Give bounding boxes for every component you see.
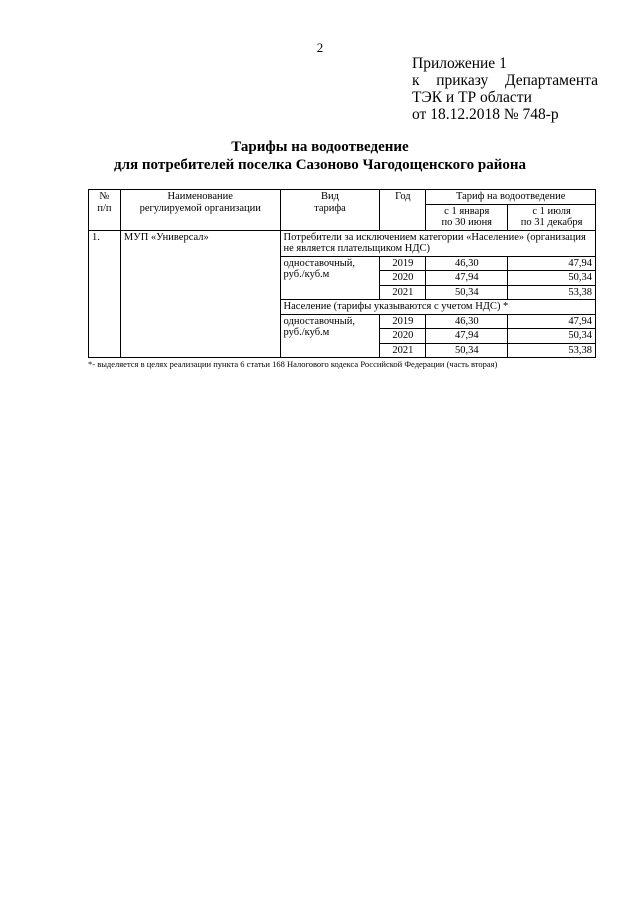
tariff-h2-cell: 47,94 xyxy=(508,256,596,271)
tariff-h2-cell: 50,34 xyxy=(508,271,596,286)
appendix-department: ТЭК и ТР области xyxy=(412,89,532,106)
tariff-h1-cell: 47,94 xyxy=(426,271,508,286)
tariff-type: одноставочный, руб./куб.м xyxy=(280,314,380,358)
appendix-title: Приложение 1 xyxy=(412,55,507,72)
tariff-type: одноставочный, руб./куб.м xyxy=(280,256,380,300)
document-title xyxy=(0,138,640,174)
organization-name: МУП «Универсал» xyxy=(120,230,280,358)
tariff-h1-cell: 47,94 xyxy=(426,329,508,344)
title-line-1: Тарифы на водоотведение xyxy=(231,139,409,155)
footnote: *- выделяется в целях реализации пункта 6 статьи 168 Налогового кодекса Российской Федерации (часть вторая) xyxy=(88,359,498,369)
year-cell: 2020 xyxy=(380,329,426,344)
page-number: 2 xyxy=(316,40,324,55)
appendix-block xyxy=(412,55,598,123)
header-year: Год xyxy=(380,190,426,231)
title-line-2: для потребителей поселка Сазоново Чагодощенского района xyxy=(114,157,526,173)
table-row xyxy=(89,230,596,256)
tariff-h2-cell: 47,94 xyxy=(508,314,596,329)
header-tariff-type: Вид тарифа xyxy=(280,190,380,231)
header-period-2: с 1 июля по 31 декабря xyxy=(508,204,596,230)
year-cell: 2021 xyxy=(380,285,426,300)
group-label: Население (тарифы указываются с учетом НДС) * xyxy=(280,300,595,315)
header-organization: Наименование регулируемой организации xyxy=(120,190,280,231)
tariff-h1-cell: 50,34 xyxy=(426,285,508,300)
tariff-h1-cell: 50,34 xyxy=(426,343,508,358)
group-label: Потребители за исключением категории «Население» (организация не является плательщиком НДС) xyxy=(280,230,595,256)
tariff-h1-cell: 46,30 xyxy=(426,256,508,271)
header-period-1: с 1 января по 30 июня xyxy=(426,204,508,230)
year-cell: 2020 xyxy=(380,271,426,286)
row-number: 1. xyxy=(89,230,121,358)
header-number: № п/п xyxy=(89,190,121,231)
year-cell: 2019 xyxy=(380,314,426,329)
appendix-word: Департамента xyxy=(504,72,598,89)
tariff-h2-cell: 50,34 xyxy=(508,329,596,344)
appendix-order-line xyxy=(412,72,598,89)
appendix-word: к xyxy=(412,72,420,89)
tariff-h1-cell: 46,30 xyxy=(426,314,508,329)
tariff-h2-cell: 53,38 xyxy=(508,285,596,300)
appendix-word: приказу xyxy=(436,72,489,89)
header-tariff: Тариф на водоотведение xyxy=(426,190,596,205)
appendix-date: от 18.12.2018 № 748-р xyxy=(412,106,559,123)
year-cell: 2019 xyxy=(380,256,426,271)
tariff-h2-cell: 53,38 xyxy=(508,343,596,358)
table-header-row xyxy=(89,190,596,205)
year-cell: 2021 xyxy=(380,343,426,358)
tariff-table xyxy=(88,189,596,358)
